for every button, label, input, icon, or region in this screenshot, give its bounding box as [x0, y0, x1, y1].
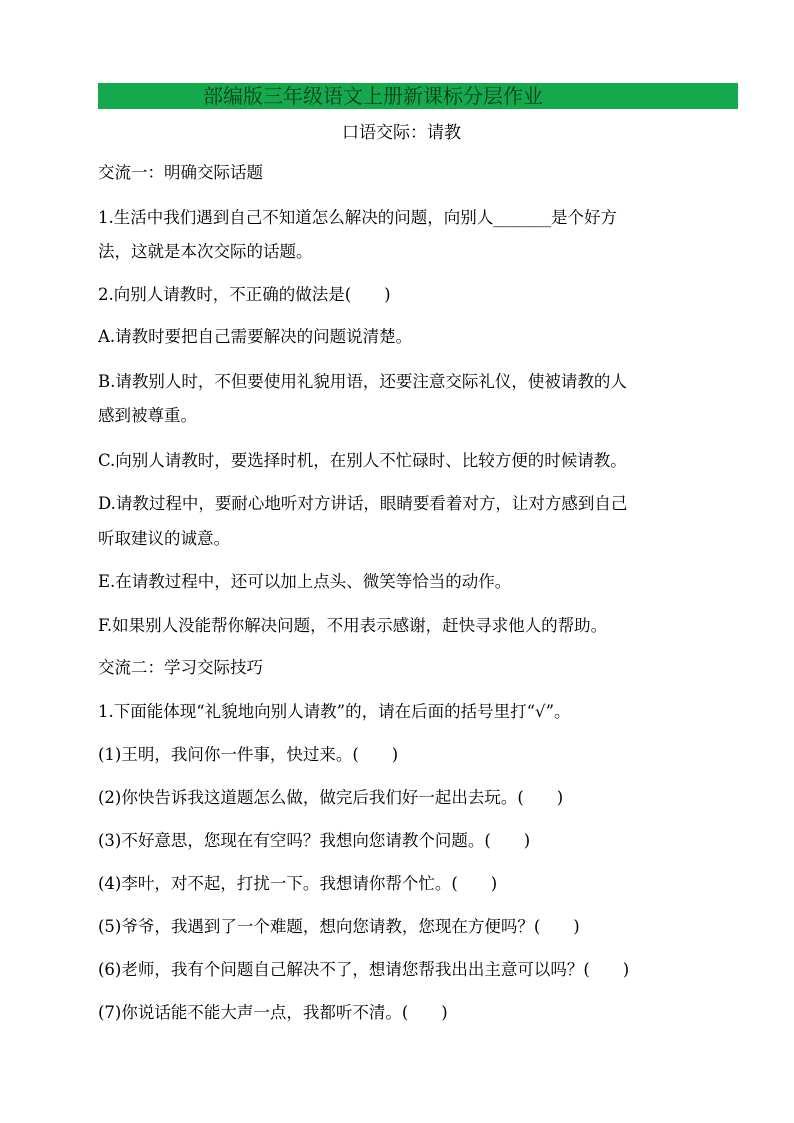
section-2-question-1: 1.下面能体现“礼貌地向别人请教”的，请在后面的括号里打“√”。	[98, 702, 571, 721]
option-c: C.向别人请教时，要选择时机，在别人不忙碌时、比较方便的时候请教。	[98, 451, 627, 470]
option-e: E.在请教过程中，还可以加上点头、微笑等恰当的动作。	[98, 572, 512, 591]
option-d-line-1: D.请教过程中，要耐心地听对方讲话，眼睛要看着对方，让对方感到自己	[98, 494, 628, 513]
section-heading-2: 交流二：学习交际技巧	[98, 658, 263, 677]
option-b-line-1: B.请教别人时，不但要使用礼貌用语，还要注意交际礼仪，使被请教的人	[98, 372, 627, 391]
option-b-line-2: 感到被尊重。	[98, 406, 197, 425]
page-subtitle: 口语交际：请教	[342, 123, 461, 143]
question-1-line-2: 法，这就是本次交际的话题。	[98, 242, 313, 261]
option-f: F.如果别人没能帮你解决问题，不用表示感谢，赶快寻求他人的帮助。	[98, 616, 608, 635]
list-item: (5)爷爷，我遇到了一个难题，想向您请教，您现在方便吗？( )	[98, 917, 580, 936]
list-item: (3)不好意思，您现在有空吗？我想向您请教个问题。( )	[98, 831, 531, 850]
question-1-line-1: 1.生活中我们遇到自己不知道怎么解决的问题，向别人_______是个好方	[98, 208, 617, 227]
list-item: (4)李叶，对不起，打扰一下。我想请你帮个忙。( )	[98, 874, 498, 893]
list-item: (7)你说话能不能大声一点，我都听不清。( )	[98, 1003, 448, 1022]
list-item: (1)王明，我问你一件事，快过来。( )	[98, 745, 399, 764]
option-d-line-2: 听取建议的诚意。	[98, 529, 230, 548]
list-item: (2)你快告诉我这道题怎么做，做完后我们好一起出去玩。( )	[98, 788, 564, 807]
option-a: A.请教时要把自己需要解决的问题说清楚。	[98, 327, 413, 346]
question-2: 2.向别人请教时，不正确的做法是( )	[98, 285, 391, 304]
list-item: (6)老师，我有个问题自己解决不了，想请您帮我出出主意可以吗？( )	[98, 960, 630, 979]
section-heading-1: 交流一：明确交际话题	[98, 163, 263, 182]
page-title: 部编版三年级语文上册新课标分层作业	[203, 84, 543, 108]
